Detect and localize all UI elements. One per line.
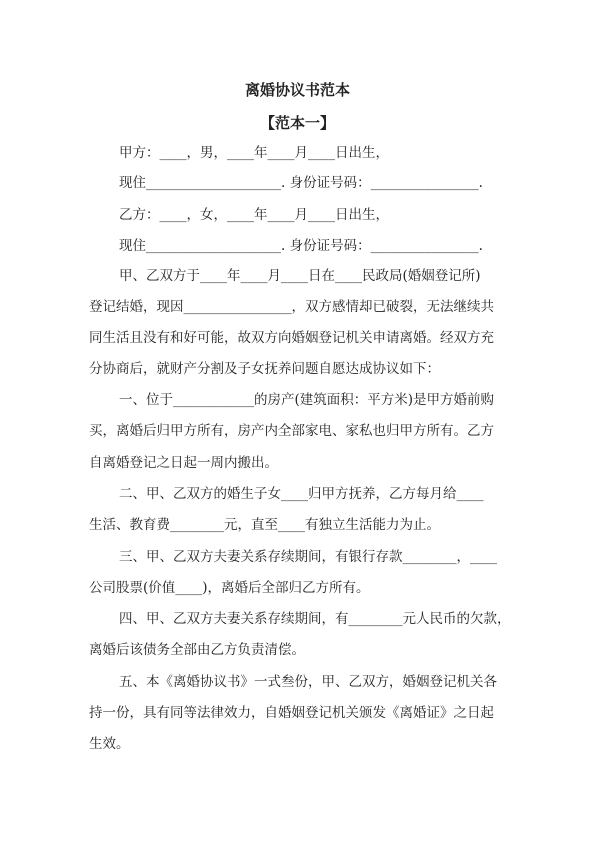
- clause-line: 五、本《离婚协议书》一式叁份，甲、乙双方，婚姻登记机关各: [119, 674, 497, 690]
- party-a-line: 甲方：____，男，____年____月____日出生，: [119, 145, 389, 161]
- clause-line: 三、甲、乙双方夫妻关系存续期间，有银行存款________，____: [119, 549, 497, 565]
- paragraph-line: 登记结婚，现因________________，双方感情却已破裂，无法继续共: [89, 299, 494, 315]
- clause-line: 二、甲、乙双方的婚生子女____归甲方抚养，乙方每月给____: [119, 486, 484, 502]
- party-a-address-line: 现住____________________. 身份证号码：________________.: [119, 175, 483, 191]
- clause-line: 一、位于____________的房产(建筑面积：平方米)是甲方婚前购: [119, 392, 495, 408]
- clause-line: 自离婚登记之日起一周内搬出。: [89, 455, 278, 471]
- paragraph-line: 甲、乙双方于____年____月____日在____民政局(婚姻登记所): [119, 268, 481, 284]
- clause-line: 离婚后该债务全部由乙方负责清偿。: [89, 642, 305, 658]
- document-title: 离婚协议书范本: [244, 81, 350, 99]
- clause-line: 持一份，具有同等法律效力，自婚姻登记机关颁发《离婚证》之日起: [89, 705, 494, 721]
- party-b-line: 乙方：____，女，____年____月____日出生，: [119, 207, 389, 223]
- document-subtitle: 【范本一】: [259, 114, 335, 132]
- paragraph-line: 同生活且没有和好可能，故双方向婚姻登记机关申请离婚。经双方充: [89, 330, 494, 346]
- clause-line: 公司股票(价值____)，离婚后全部归乙方所有。: [89, 580, 370, 596]
- clause-line: 四、甲、乙双方夫妻关系存续期间，有________元人民币的欠款，: [119, 611, 511, 627]
- clause-line: 生效。: [89, 736, 130, 752]
- clause-line: 买，离婚后归甲方所有，房产内全部家电、家私也归甲方所有。乙方: [89, 423, 494, 439]
- clause-line: 生活、教育费________元，直至____有独立生活能力为止。: [89, 517, 440, 533]
- party-b-address-line: 现住____________________. 身份证号码：________________.: [119, 238, 483, 254]
- paragraph-line: 分协商后，就财产分割及子女抚养问题自愿达成协议如下：: [89, 361, 440, 377]
